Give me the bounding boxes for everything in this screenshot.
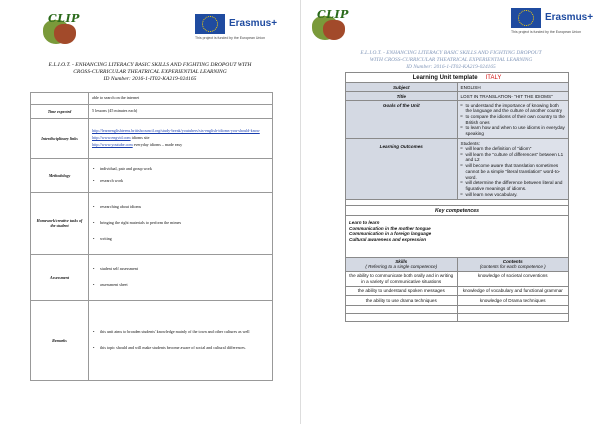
contents-header-title: Contents [502, 259, 523, 265]
goals-label: Goals of the Unit [346, 101, 458, 139]
project-header-line1: E.L.I.O.T. - ENHANCING LITERACY BASIC SKILLS AND FIGHTING DROPOUT [360, 50, 542, 56]
list-item: o will learn the "culture of differences" between L1 and L2 [461, 152, 566, 163]
link-youtube[interactable]: http://www.youtube.com [92, 141, 133, 147]
list-item: • student self assessment [92, 266, 269, 273]
list-item: o will determine the difference between literal and figurative meanings of idioms. [461, 180, 566, 191]
skill-cell: the ability to communicate both orally and in writing in a variety of communicative situations [346, 271, 458, 286]
table-row [346, 139, 569, 200]
eu-funding-note: This project is funded by the European Union [511, 30, 582, 34]
eu-flag-icon [511, 8, 541, 28]
list-item: • bringing the right materials to perform the mimes [92, 220, 269, 227]
project-header-line2: WITH CROSS-CURRICULAR THEATRICAL EXPERIENTIAL LEARNING [369, 56, 533, 63]
table-row [31, 159, 273, 193]
link-british-council[interactable]: http://learnenglishteens.britishcouncil.org/study-break/youtubers/six-english-idioms-you-should-know [92, 128, 260, 134]
list-item: o to compare the idioms of their own country to the British ones [461, 114, 566, 125]
key-competences-heading: Key competences [346, 206, 569, 216]
list-item: Communication in a foreign language [349, 231, 432, 237]
clip-masks-logo [40, 12, 84, 46]
empty-content-cell [457, 305, 569, 313]
table-row [346, 92, 569, 101]
list-item: o will learn new vocabulary. [461, 192, 566, 198]
table-row [346, 286, 569, 296]
erasmus-name: Erasmus+ [229, 18, 278, 29]
row-value: able to search on the internet [89, 93, 273, 105]
list-item: • this topic should and will make students become aware of social and cultural differences. [92, 345, 269, 352]
list-item: Learn to learn [349, 220, 380, 226]
row-label: Homework/creative tasks of the student [31, 193, 89, 255]
unit-details-table [30, 92, 273, 381]
row-value: 5 lessons (45 minutes each) [89, 105, 273, 119]
key-competences-list [346, 216, 569, 258]
list-item: o to learn how and when to use idioms in everyday speaking [461, 125, 566, 136]
project-header-line2: CROSS-CURRICULAR THEATRICAL EXPERIENTIAL LEARNING [73, 68, 227, 75]
table-row [31, 93, 273, 105]
table-row [346, 271, 569, 286]
row-label: Methodology [31, 159, 89, 193]
content-cell: knowledge of Drama techniques [457, 296, 569, 306]
table-row [31, 119, 273, 159]
country-label: ITALY [485, 74, 502, 81]
project-header [311, 50, 591, 70]
table-row [346, 83, 569, 92]
list-item: o to understand the importance of knowing both the language and the culture of another country [461, 103, 566, 114]
contents-header-note: (contents for each competence ) [479, 264, 546, 270]
skills-header-title: Skills [395, 259, 408, 265]
list-item: o will learn the definition of "idiom" [461, 146, 566, 152]
title-label: Title [346, 92, 458, 101]
list-item: • writing [92, 236, 269, 243]
content-cell: knowledge of societal conventions [457, 271, 569, 286]
title-value: LOST IN TRANSLATION- "HIT THE IDIOMS" [457, 92, 569, 101]
eu-funding-note: This project is funded by the European Union [195, 36, 266, 40]
outcomes-intro: Students: [460, 140, 480, 146]
table-row [346, 101, 569, 139]
skills-header [346, 257, 458, 271]
skill-cell: the ability to use drama techniques [346, 296, 458, 306]
row-label: Interdisciplinary links [31, 119, 89, 159]
learning-unit-table [345, 72, 569, 322]
empty-content-cell [457, 313, 569, 321]
subject-label: Subject [346, 83, 458, 92]
row-label [31, 93, 89, 105]
list-item: • assessment sheet [92, 282, 269, 289]
subject-value: ENGLISH [457, 83, 569, 92]
table-row [31, 300, 273, 380]
table-row [31, 193, 273, 255]
project-header-line1: E.L.I.O.T. - ENHANCING LITERACY BASIC SKILLS AND FIGHTING DROPOUT WITH [48, 62, 252, 68]
clip-logo-word: CLIP [317, 8, 349, 21]
erasmus-name: Erasmus+ [545, 12, 594, 23]
link-note: idioms site [130, 135, 150, 141]
outcomes-label: Learning Outcomes [346, 139, 458, 200]
list-item: Communication in the mother tongue [349, 225, 431, 231]
row-label: Remarks [31, 300, 89, 380]
table-row [346, 296, 569, 306]
row-label: Assessment [31, 254, 89, 300]
eu-flag-icon [195, 14, 225, 34]
clip-masks-logo [309, 8, 353, 42]
project-header [20, 62, 280, 83]
list-item: • research work [92, 178, 269, 185]
empty-skill-cell [346, 305, 458, 313]
clip-logo-word: CLIP [48, 12, 80, 25]
project-id: ID Number: 2016-1-IT02-KA219-024165 [103, 75, 197, 82]
template-title [346, 73, 569, 83]
table-row [31, 105, 273, 119]
list-item: • this unit aims to broaden students' knowledge mainly of the town and other cultures as well [92, 329, 269, 336]
learning-unit-template [345, 72, 569, 322]
empty-skill-cell [346, 313, 458, 321]
content-cell: knowledge of vocabulary and functional grammar [457, 286, 569, 296]
list-item: o will become aware that translation sometimes cannot be a simple "literal translation" word-to-word. [461, 163, 566, 180]
list-item: • individual, pair and group work [92, 166, 269, 173]
link-note: everyday idioms – made easy [132, 141, 183, 147]
contents-header [457, 257, 569, 271]
skills-header-note: ( Referring to a single competence) [365, 264, 438, 270]
links-cell [89, 119, 273, 159]
list-item: Cultural awareness and expression [349, 237, 427, 243]
link-engvid[interactable]: http://www.engvid.com [92, 135, 131, 141]
erasmus-logo [195, 14, 285, 44]
skill-cell: the ability to understand spoken messages [346, 286, 458, 296]
erasmus-logo [511, 8, 599, 38]
table-row [31, 254, 273, 300]
list-item: • researching about idioms [92, 204, 269, 211]
project-id: ID Number: 2016-1-IT02-KA219-024165 [406, 63, 496, 70]
template-title-text: Learning Unit template [412, 74, 478, 81]
row-label: Time expected [31, 105, 89, 119]
